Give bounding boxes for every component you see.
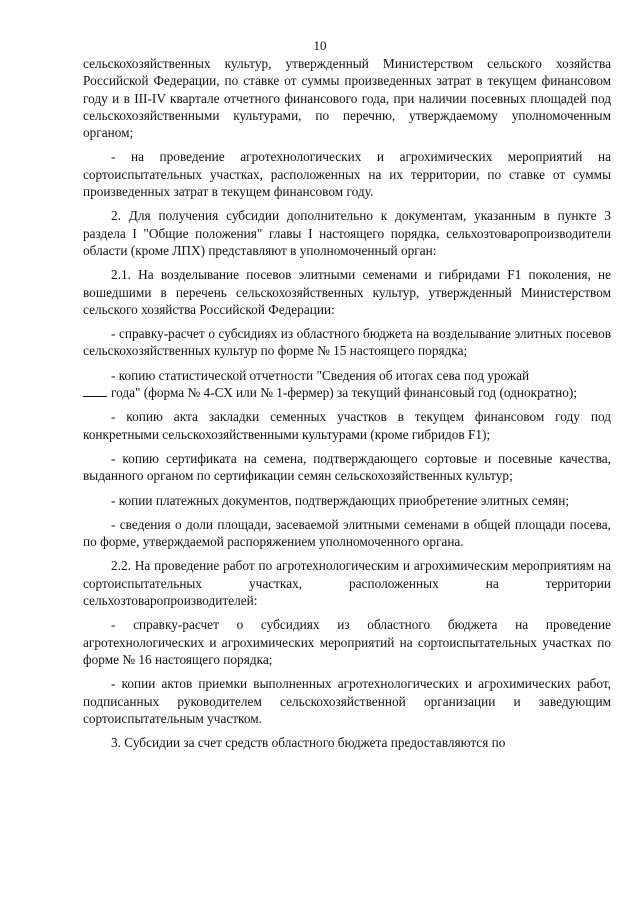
paragraph-item: - справку-расчет о субсидиях из областного бюджета на возделывание элитных посевов сельскохозяйственных культур по форме № 15 настоящего порядка; [83, 326, 611, 359]
paragraph-item: - копии платежных документов, подтверждающих приобретение элитных семян; [111, 492, 570, 508]
document-body [83, 55, 611, 758]
paragraph-item-text-continued: года" (форма № 4-СХ или № 1-фермер) за текущий финансовый год (однократно); [111, 385, 578, 401]
paragraph-section-3: 3. Субсидии за счет средств областного бюджета предоставляются по [111, 735, 506, 751]
paragraph-item: - копию акта закладки семенных участков в текущем финансовом году под конкретными сельскохозяйственными культурами (кроме гибридов F1); [83, 409, 611, 442]
page-number: 10 [313, 38, 327, 53]
paragraph-item: - на проведение агротехнологических и агрохимических мероприятий на сортоиспытательных участках, расположенных на их территории, по ставке от суммы произведенных затрат в текущем финансовом году. [83, 149, 611, 200]
paragraph-item-text: - копию статистической отчетности "Сведения об итогах сева под урожай [111, 367, 530, 383]
paragraph-item: - копию сертификата на семена, подтверждающего сортовые и посевные качества, выданного органом по сертификации семян сельскохозяйственных культур; [83, 450, 611, 484]
paragraph-item: - копии актов приемки выполненных агротехнологических и агрохимических работ, подписанных руководителем сельскохозяйственной организации и заведующим сортоиспытательным участком. [83, 676, 611, 726]
paragraph-item-statistics [83, 367, 611, 402]
paragraph-section-2-2: 2.2. На проведение работ по агротехнологическим и агрохимическим мероприятиям на сортоиспытательных участках, расположенных на территории сельхозтоваропроизводителей: [83, 558, 611, 609]
paragraph-section-2-1: 2.1. На возделывание посевов элитными семенами и гибридами F1 поколения, не вошедшими в перечень сельскохозяйственных культур, утвержденный Министерством сельского хозяйства Российской Федерации: [83, 267, 611, 317]
paragraph-continuation: сельскохозяйственных культур, утвержденный Министерством сельского хозяйства Российской Федерации, по ставке от суммы произведенных затрат в текущем финансовом году и в III-IV квартале отчетного финансового года, при наличии посевных площадей под сельскохозяйственными культурами, по перечню, утверждаемому уполномоченным органом; [83, 56, 611, 141]
paragraph-item: - сведения о доли площади, засеваемой элитными семенами в общей площади посева, по форме, утверждаемой распоряжением уполномоченного органа. [83, 516, 611, 550]
paragraph-section-2: 2. Для получения субсидии дополнительно к документам, указанным в пункте 3 раздела I "Общие положения" главы I настоящего порядка, сельхозтоваропроизводители области (кроме ЛПХ) представляют в уполномоченный орган: [83, 208, 611, 258]
blank-year-field [83, 384, 107, 397]
paragraph-item: - справку-расчет о субсидиях из областного бюджета на проведение агротехнологических и агрохимических мероприятий на сортоиспытательных участках по форме № 16 настоящего порядка; [83, 617, 611, 667]
